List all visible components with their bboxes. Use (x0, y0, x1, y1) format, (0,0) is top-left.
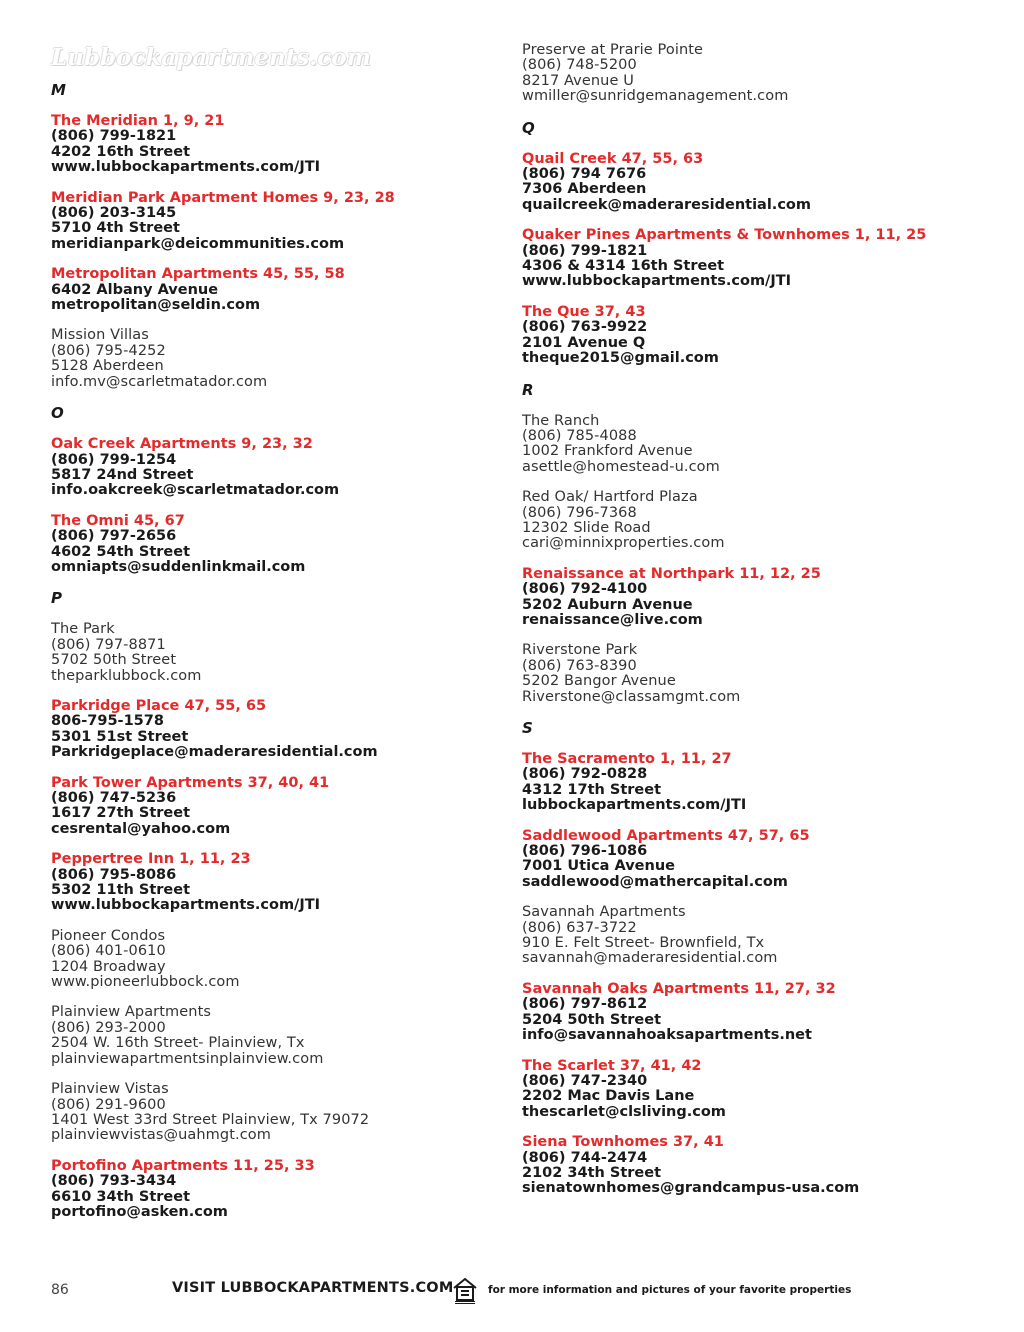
listing-contact[interactable]: www.lubbockapartments.com/JTI (522, 273, 792, 290)
listing-contact[interactable]: renaissance@live.com (522, 611, 703, 628)
listing-name: Meridian Park Apartment Homes 9, 23, 28 (51, 189, 395, 206)
listing-contact[interactable]: www.lubbockapartments.com/JTI (51, 897, 321, 914)
listing-entry (522, 1135, 992, 1197)
listing-name: Renaissance at Northpark 11, 12, 25 (522, 565, 821, 582)
listing-contact[interactable]: wmiller@sunridgemanagement.com (522, 88, 789, 105)
listing-name: Portofino Apartments 11, 25, 33 (51, 1157, 315, 1174)
listing-entry (522, 490, 992, 552)
listing-address: 4202 16th Street (51, 143, 191, 160)
listing-name: Metropolitan Apartments 45, 55, 58 (51, 266, 345, 283)
listing-phone: (806) 747-2340 (522, 1072, 648, 1089)
listing-entry (51, 267, 521, 313)
listing-phone: (806) 795-8086 (51, 866, 177, 883)
listing-address: 2504 W. 16th Street- Plainview, Tx (51, 1035, 305, 1052)
visit-website-link[interactable]: VISIT LUBBOCKAPARTMENTS.COM (172, 1280, 454, 1296)
listing-address: 2101 Avenue Q (522, 334, 646, 351)
listing-contact[interactable]: www.pioneerlubbock.com (51, 974, 240, 991)
listing-name: Red Oak/ Hartford Plaza (522, 489, 698, 506)
listing-phone: (806) 203-3145 (51, 205, 177, 222)
listing-entry (522, 305, 992, 367)
listing-phone: 806-795-1578 (51, 713, 164, 730)
listing-address: 1617 27th Street (51, 805, 191, 822)
listing-phone: (806) 797-2656 (51, 528, 177, 545)
listing-entry (51, 776, 521, 838)
listing-address: 2102 34th Street (522, 1164, 662, 1181)
listing-phone: (806) 291-9600 (51, 1096, 166, 1113)
listing-address: 5702 50th Street (51, 652, 177, 669)
listing-name: The Sacramento 1, 11, 27 (522, 751, 732, 767)
listing-phone: (806) 797-8612 (522, 996, 648, 1013)
listing-name: The Ranch (522, 412, 600, 429)
listing-contact[interactable]: saddlewood@mathercapital.com (522, 873, 788, 890)
listing-name: The Scarlet 37, 41, 42 (522, 1057, 702, 1074)
listing-contact[interactable]: thescarlet@clsliving.com (522, 1103, 726, 1120)
listing-entry (51, 328, 521, 390)
listing-address: 5302 11th Street (51, 882, 191, 899)
listing-name: Preserve at Prarie Pointe (522, 42, 704, 58)
site-logo: Lubbockapartments.com (51, 44, 371, 71)
listing-address: 1002 Frankford Avenue (522, 443, 693, 460)
listing-entry (522, 982, 992, 1044)
listing-name: Riverstone Park (522, 642, 638, 659)
listing-name: The Meridian 1, 9, 21 (51, 113, 225, 129)
listing-entry (51, 114, 521, 176)
listing-name: Plainview Vistas (51, 1081, 169, 1098)
section-letter: M (51, 81, 66, 99)
listing-address: 7306 Aberdeen (522, 181, 647, 198)
listing-phone: (806) 793-3434 (51, 1173, 177, 1190)
listing-name: Oak Creek Apartments 9, 23, 32 (51, 436, 313, 453)
listing-entry (522, 43, 992, 105)
listing-address: 5301 51st Street (51, 728, 189, 745)
listing-contact[interactable]: quailcreek@maderaresidential.com (522, 196, 811, 213)
listing-address: 5204 50th Street (522, 1011, 662, 1028)
listing-contact[interactable]: sienatownhomes@grandcampus-usa.com (522, 1180, 860, 1197)
listing-phone: (806) 799-1821 (51, 128, 177, 145)
listing-contact[interactable]: info.mv@scarletmatador.com (51, 373, 268, 390)
listing-entry (522, 1059, 992, 1121)
listing-name: Mission Villas (51, 327, 149, 344)
listing-contact[interactable]: lubbockapartments.com/JTI (522, 797, 747, 814)
listing-phone: (806) 799-1254 (51, 451, 177, 468)
listing-name: Quaker Pines Apartments & Townhomes 1, 11, 25 (522, 227, 927, 244)
directory-column-left (51, 82, 521, 1235)
listing-phone: (806) 763-9922 (522, 319, 648, 336)
listing-entry (51, 852, 521, 914)
listing-name: Peppertree Inn 1, 11, 23 (51, 851, 251, 868)
listing-name: Park Tower Apartments 37, 40, 41 (51, 774, 330, 791)
listing-phone: (806) 637-3722 (522, 919, 637, 936)
listing-contact[interactable]: info.oakcreek@scarletmatador.com (51, 482, 340, 499)
listing-address: 5710 4th Street (51, 220, 180, 237)
section-letter: P (51, 589, 62, 608)
listing-contact[interactable]: portofino@asken.com (51, 1203, 228, 1220)
listing-entry (522, 905, 992, 967)
listing-phone: (806) 401-0610 (51, 943, 166, 960)
listing-name: The Que 37, 43 (522, 303, 646, 320)
footer-more-info: for more information and pictures of your favorite properties (488, 1284, 852, 1296)
listing-entry (522, 228, 992, 290)
listing-entry (522, 752, 992, 814)
listing-phone: (806) 796-7368 (522, 504, 637, 521)
listing-entry (51, 929, 521, 991)
listing-address: 5817 24nd Street (51, 466, 194, 483)
listing-name: Savannah Oaks Apartments 11, 27, 32 (522, 980, 836, 997)
listing-name: Savannah Apartments (522, 904, 686, 921)
listing-entry (522, 414, 992, 476)
section-letter: R (522, 380, 534, 399)
listing-contact[interactable]: Parkridgeplace@maderaresidential.com (51, 744, 378, 761)
listing-address: 6610 34th Street (51, 1188, 191, 1205)
listing-name: The Park (51, 621, 115, 638)
listing-contact[interactable]: omniapts@suddenlinkmail.com (51, 558, 306, 575)
listing-contact[interactable]: theparklubbock.com (51, 667, 202, 684)
listing-phone: (806) 792-0828 (522, 766, 648, 783)
listing-phone: (806) 748-5200 (522, 57, 637, 74)
listing-address: 910 E. Felt Street- Brownfield, Tx (522, 935, 765, 952)
listing-address: 4306 & 4314 16th Street (522, 258, 725, 275)
listing-entry (51, 514, 521, 576)
listing-contact[interactable]: plainviewvistas@uahmgt.com (51, 1127, 271, 1144)
section-letter: Q (522, 118, 535, 137)
listing-phone: (806) 744-2474 (522, 1149, 648, 1166)
listing-address: 6402 Albany Avenue (51, 281, 219, 298)
listing-address: 1401 West 33rd Street Plainview, Tx 79072 (51, 1111, 370, 1128)
listing-phone: (806) 799-1821 (522, 242, 648, 259)
section-letter: O (51, 404, 64, 423)
listing-name: The Omni 45, 67 (51, 512, 185, 529)
listing-entry (51, 1159, 521, 1221)
listing-entry (522, 643, 992, 705)
listing-entry (51, 622, 521, 684)
listing-address: 4602 54th Street (51, 543, 191, 560)
listing-address: 4312 17th Street (522, 781, 662, 798)
listing-entry (51, 699, 521, 761)
listing-address: 8217 Avenue U (522, 72, 634, 89)
listing-name: Siena Townhomes 37, 41 (522, 1134, 724, 1151)
listing-contact[interactable]: cesrental@yahoo.com (51, 820, 231, 837)
listing-contact[interactable]: meridianpark@deicommunities.com (51, 235, 345, 252)
listing-phone: (806) 794 7676 (522, 166, 647, 183)
listing-address: 5202 Bangor Avenue (522, 673, 676, 690)
listing-phone: (806) 797-8871 (51, 636, 166, 653)
listing-entry (522, 829, 992, 891)
listing-address: 5128 Aberdeen (51, 358, 164, 375)
listing-entry (522, 567, 992, 629)
listing-address: 5202 Auburn Avenue (522, 596, 693, 613)
listing-name: Parkridge Place 47, 55, 65 (51, 697, 267, 714)
listing-phone: (806) 792-4100 (522, 581, 648, 598)
listing-address: 2202 Mac Davis Lane (522, 1088, 695, 1105)
listing-name: Pioneer Condos (51, 927, 166, 944)
listing-phone: (806) 763-8390 (522, 657, 637, 674)
listing-phone: (806) 293-2000 (51, 1019, 166, 1036)
listing-phone: (806) 796-1086 (522, 843, 648, 860)
listing-name: Quail Creek 47, 55, 63 (522, 150, 704, 167)
listing-contact[interactable]: metropolitan@seldin.com (51, 297, 261, 314)
listing-phone: (806) 785-4088 (522, 427, 637, 444)
listing-contact[interactable]: www.lubbockapartments.com/JTI (51, 159, 321, 176)
listing-address: 1204 Broadway (51, 958, 166, 975)
listing-contact[interactable]: theque2015@gmail.com (522, 350, 719, 367)
listing-name: Plainview Apartments (51, 1004, 212, 1021)
listing-entry (51, 1082, 521, 1144)
listing-entry (51, 191, 521, 253)
listing-address: 12302 Slide Road (522, 519, 651, 536)
listing-entry (522, 152, 992, 214)
listing-contact[interactable]: Riverstone@classamgmt.com (522, 688, 741, 705)
listing-address: 7001 Utica Avenue (522, 858, 675, 875)
equal-housing-opportunity-icon (452, 1276, 478, 1304)
listing-contact[interactable]: savannah@maderaresidential.com (522, 950, 778, 967)
directory-column-right (522, 43, 992, 1212)
listing-contact[interactable]: plainviewapartmentsinplainview.com (51, 1050, 324, 1067)
page-number: 86 (51, 1282, 69, 1298)
listing-contact[interactable]: asettle@homestead-u.com (522, 458, 720, 475)
listing-phone: (806) 747-5236 (51, 790, 177, 806)
listing-contact[interactable]: cari@minnixproperties.com (522, 535, 725, 552)
listing-phone: (806) 795-4252 (51, 342, 166, 359)
listing-entry (51, 437, 521, 499)
section-letter: S (522, 719, 533, 737)
listing-contact[interactable]: info@savannahoaksapartments.net (522, 1027, 812, 1044)
listing-name: Saddlewood Apartments 47, 57, 65 (522, 827, 810, 844)
listing-entry (51, 1005, 521, 1067)
